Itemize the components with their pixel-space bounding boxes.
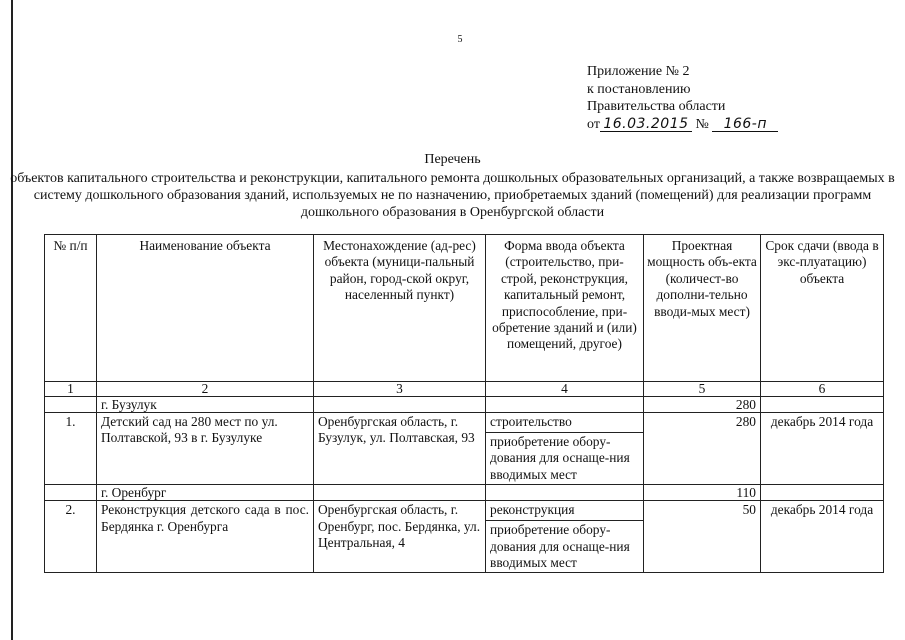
appendix-line-1: Приложение № 2 (587, 64, 690, 79)
header-location: Местонахождение (ад-рес) объекта (муници-пальный район, город-ской округ, населенный пункт) (314, 235, 486, 382)
objects-table (44, 234, 884, 573)
city-row (45, 485, 884, 501)
handwritten-date: 16.03.2015 (600, 117, 692, 132)
object-capacity: 50 (644, 501, 761, 573)
column-number: 2 (97, 382, 314, 397)
object-deadline: декабрь 2014 года (761, 413, 884, 485)
city-capacity: 110 (644, 485, 761, 501)
page-number: 5 (457, 34, 463, 45)
header-name: Наименование объекта (97, 235, 314, 382)
header-form: Форма ввода объекта (строительство, при-строй, реконструкция, капитальный ремонт, приспособление, при-обретение зданий и (или) помещений, другое) (486, 235, 644, 382)
number-prefix: № (695, 116, 709, 132)
appendix-block (587, 63, 778, 133)
appendix-date-line (587, 116, 778, 134)
city-name: г. Оренбург (97, 485, 314, 501)
column-number: 3 (314, 382, 486, 397)
document-subtitle: объектов капитального строительства и реконструкции, капитального ремонта дошкольных образовательных организаций, а также возвращаемых в систему дошкольного образования зданий, используемых не по назначению, приобретаемых зданий (помещений) для реализации программ дошкольного образования в Оренбургской области (10, 171, 895, 220)
table-row (45, 413, 884, 485)
table-row (45, 501, 884, 573)
appendix-line-3: Правительства области (587, 99, 726, 114)
object-name: Детский сад на 280 мест по ул. Полтавской, 93 в г. Бузулуке (97, 413, 314, 485)
left-binding-line (11, 0, 13, 640)
column-number: 1 (45, 382, 97, 397)
column-number: 6 (761, 382, 884, 397)
form-secondary: приобретение обору-дования для оснаще-ния вводимых мест (490, 434, 630, 482)
object-form (486, 501, 644, 573)
object-form (486, 413, 644, 485)
object-deadline: декабрь 2014 года (761, 501, 884, 573)
table-header-row (45, 235, 884, 382)
column-numbers-row (45, 382, 884, 397)
header-deadline: Срок сдачи (ввода в экс-плуатацию) объекта (761, 235, 884, 382)
object-capacity: 280 (644, 413, 761, 485)
document-title: Перечень (424, 152, 481, 167)
object-name: Реконструкция детского сада в пос. Бердянка г. Оренбурга (97, 501, 314, 573)
header-number: № п/п (45, 235, 97, 382)
form-secondary: приобретение обору-дования для оснаще-ния вводимых мест (490, 522, 630, 571)
form-primary: реконструкция (486, 501, 643, 521)
row-number: 2. (45, 501, 97, 573)
handwritten-number: 166-п (712, 117, 778, 132)
column-number: 4 (486, 382, 644, 397)
form-primary: строительство (486, 413, 643, 433)
city-name: г. Бузулук (97, 397, 314, 413)
column-number: 5 (644, 382, 761, 397)
city-capacity: 280 (644, 397, 761, 413)
row-number: 1. (45, 413, 97, 485)
object-location: Оренбургская область, г. Бузулук, ул. Полтавская, 93 (314, 413, 486, 485)
object-location: Оренбургская область, г. Оренбург, пос. Бердянка, ул. Центральная, 4 (314, 501, 486, 573)
date-prefix: от (587, 116, 600, 132)
city-row (45, 397, 884, 413)
header-capacity: Проектная мощность объ-екта (количест-во дополни-тельно вводи-мых мест) (644, 235, 761, 382)
appendix-line-2: к постановлению (587, 81, 691, 97)
